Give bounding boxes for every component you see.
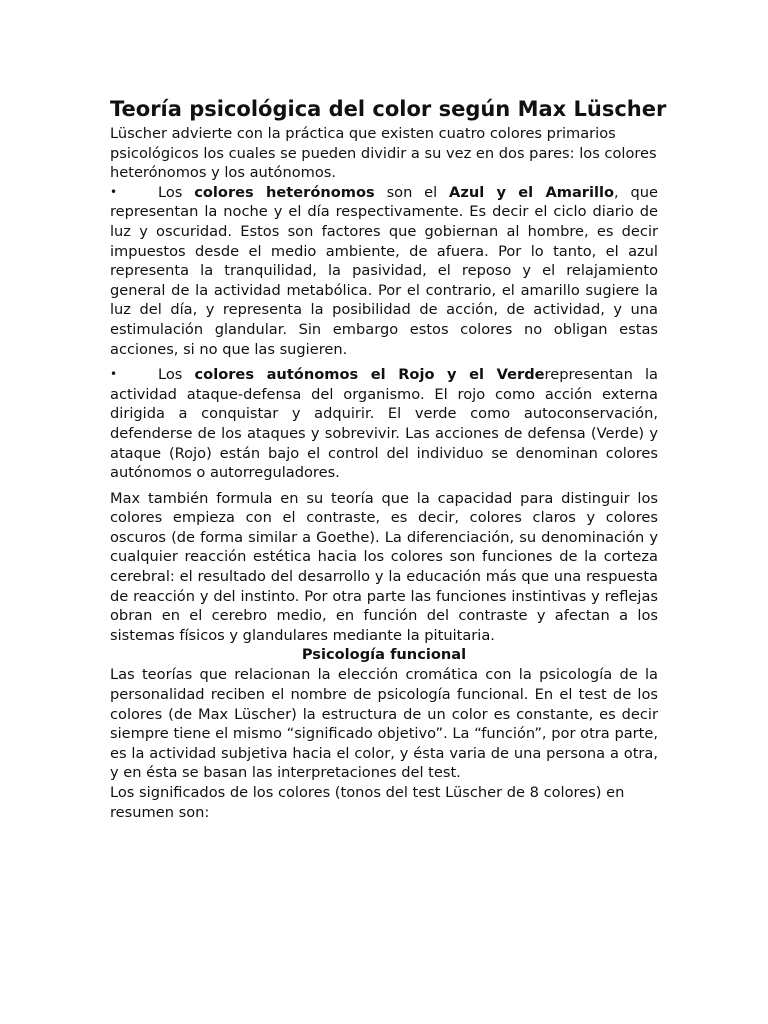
section-heading-psicologia-funcional: Psicología funcional: [301, 646, 467, 664]
intro-paragraph: Lüscher advierte con la práctica que existen cuatro colores primarios psicológicos los cuales se pueden dividir a su vez en dos pares: los colores heterónomos y los autónomos.: [110, 125, 657, 182]
bullet1-term: colores heterónomos: [194, 183, 375, 201]
bullet-heteronomos-text: [110, 183, 658, 359]
bullet2-rest: representan la actividad ataque-defensa del organismo. El rojo como acción externa dirigida a conquistar y adquirir. El verde como autoconservación, defenderse de los ataques y sobrevivir. Las acciones de defensa (Verde) y ataque (Rojo) están bajo el control del individuo se denominan colores autónomos o autorreguladores.: [110, 366, 658, 482]
paragraph-max: Max también formula en su teoría que la capacidad para distinguir los colores empieza con el contraste, es decir, colores claros y colores oscuros (de forma similar a Goethe). La diferenciación, su denominación y cualquier reacción estética hacia los colores son funciones de la corteza cerebral: el resultado del desarrollo y la educación más que una respuesta de reacción y del instinto. Por otra parte las funciones instintivas y reflejas obran en el cerebro medio, en función del contraste y afectan a los sistemas físicos y glandulares mediante la pituitaria.: [110, 489, 658, 644]
document-title: Teoría psicológica del color según Max Lüscher: [110, 97, 667, 121]
document-page: [110, 94, 667, 822]
paragraph-significados: Los significados de los colores (tonos del test Lüscher de 8 colores) en resumen son:: [110, 784, 625, 821]
bullet2-term: colores autónomos el Rojo y el Verde: [194, 366, 545, 384]
bullet-dot-icon: •: [110, 367, 118, 382]
bullet-autonomos-text: [110, 365, 658, 483]
bullet-dot-icon: •: [110, 184, 118, 199]
bullet1-colors: Azul y el Amarillo: [449, 183, 615, 201]
paragraph-psicologia-funcional: Las teorías que relacionan la elección cromática con la psicología de la personalidad reciben el nombre de psicología funcional. En el test de los colores (de Max Lüscher) la estructura de un color es constante, es decir siempre tiene el mismo “significado objetivo”. La “función”, por otra parte, es la actividad subjetiva hacia el color, y ésta varia de una persona a otra, y en ésta se basan las interpretaciones del test.: [110, 666, 658, 782]
bullet1-mid: son el: [374, 183, 450, 201]
bullet2-lead: Los: [158, 366, 195, 384]
bullet1-lead: Los: [158, 183, 195, 201]
bullet1-rest: , que representan la noche y el día respectivamente. Es decir el ciclo diario de luz y oscuridad. Estos son factores que gobiernan al hombre, es decir impuestos desde el medio ambiente, de afuera. Por lo tanto, el azul representa la tranquilidad, la pasividad, el reposo y el relajamiento general de la actividad metabólica. Por el contrario, el amarillo sugiere la luz del día, y representa la posibilidad de acción, de actividad, y una estimulación glandular. Sin embargo estos colores no obligan estas acciones, si no que las sugieren.: [110, 183, 659, 358]
